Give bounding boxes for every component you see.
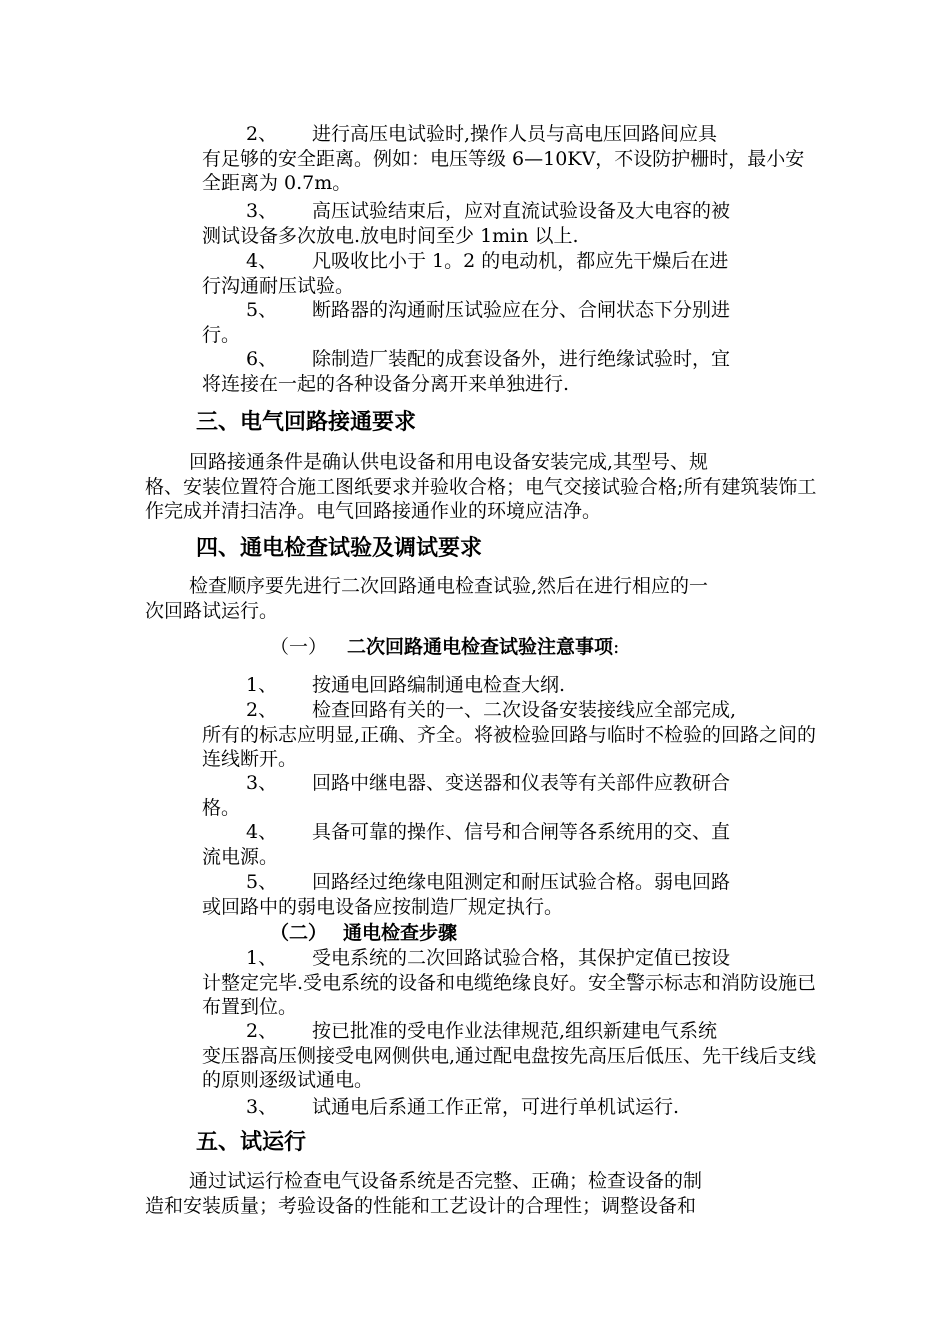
list-item (202, 1019, 820, 1093)
item-text-rest: 行沟通耐压试验。 (202, 274, 355, 297)
item-text-first-line: 检查回路有关的一、二次设备安装接线应全部完成, (312, 699, 737, 721)
list-item (202, 771, 820, 820)
section-heading: 四、通电检查试验及调试要求 (196, 536, 483, 561)
item-text-first-line: 凡吸收比小于 1。2 的电动机，都应先干燥后在进 (312, 250, 729, 272)
item-text-rest: 测试设备多次放电.放电时间至少 1min 以上. (202, 224, 579, 247)
list-item (202, 870, 820, 919)
section-paragraph (145, 450, 820, 524)
paragraph-first-line: 检查顺序要先进行二次回路通电检查试验,然后在进行相应的一 (189, 575, 709, 597)
subsection-heading (270, 920, 457, 946)
paragraph-first-line: 通过试运行检查电气设备系统是否完整、正确；检查设备的制 (189, 1170, 703, 1192)
item-text-rest: 变压器高压侧接受电网侧供电,通过配电盘按先高压后低压、先干线后支线的原则逐级试通电。 (202, 1044, 817, 1091)
subsection-title: 二次回路通电检查试验注意事项 (347, 636, 614, 658)
item-text-first-line: 具备可靠的操作、信号和合闸等各系统用的交、直 (312, 821, 731, 843)
paragraph-rest: 造和安装质量；考验设备的性能和工艺设计的合理性；调整设备和 (145, 1194, 697, 1217)
item-text-rest: 流电源。 (202, 845, 279, 868)
paragraph-first-line: 回路接通条件是确认供电设备和用电设备安装完成,其型号、规 (189, 451, 709, 473)
item-number: 1、 (246, 674, 278, 696)
list-item (202, 122, 820, 196)
list-item (202, 673, 820, 698)
item-text-first-line: 按已批准的受电作业法律规范,组织新建电气系统 (312, 1020, 718, 1042)
list-item (202, 199, 820, 248)
item-text-rest: 有足够的安全距离。例如：电压等级 6—10KV，不设防护栅时，最小安全距离为 0.7m。 (202, 147, 805, 194)
item-text-first-line: 受电系统的二次回路试验合格，其保护定值已按设 (312, 947, 731, 969)
list-item (202, 1095, 820, 1120)
item-text-first-line: 按通电回路编制通电检查大纲. (312, 674, 566, 696)
list-item (202, 820, 820, 869)
item-number: 1、 (246, 947, 278, 969)
item-number: 3、 (246, 200, 278, 222)
item-text-first-line: 高压试验结束后，应对直流试验设备及大电容的被 (312, 200, 731, 222)
item-text-first-line: 除制造厂装配的成套设备外，进行绝缘试验时，宜 (312, 348, 731, 370)
subsection-title: 通电检查步骤 (343, 922, 458, 944)
item-number: 5、 (246, 871, 278, 893)
list-item (202, 249, 820, 298)
subsection-suffix: : (613, 636, 620, 658)
list-item (202, 298, 820, 347)
item-number: 3、 (246, 772, 278, 794)
item-text-rest: 计整定完毕.受电系统的设备和电缆绝缘良好。安全警示标志和消防设施已布置到位。 (202, 971, 817, 1018)
list-item (202, 946, 820, 1020)
section-heading: 三、电气回路接通要求 (196, 410, 417, 435)
item-number: 4、 (246, 821, 278, 843)
item-text-first-line: 回路中继电器、变送器和仪表等有关部件应教研合 (312, 772, 731, 794)
item-text-rest: 将连接在一起的各种设备分离开来单独进行. (202, 372, 570, 395)
list-item (202, 698, 820, 772)
subsection-prefix: （一） (270, 636, 328, 658)
item-text-rest: 所有的标志应明显,正确、齐全。将被检验回路与临时不检验的回路之间的连线断开。 (202, 723, 817, 770)
list-item (202, 347, 820, 396)
item-number: 2、 (246, 1020, 278, 1042)
item-number: 4、 (246, 250, 278, 272)
section-paragraph (145, 574, 820, 623)
item-text-first-line: 断路器的沟通耐压试验应在分、合闸状态下分别进 (312, 299, 731, 321)
item-text-rest: 格。 (202, 796, 241, 819)
item-text-rest: 或回路中的弱电设备应按制造厂规定执行。 (202, 895, 564, 918)
paragraph-rest: 次回路试运行。 (145, 599, 279, 622)
subsection-prefix: （二） (270, 922, 328, 944)
paragraph-rest: 格、安装位置符合施工图纸要求并验收合格；电气交接试验合格;所有建筑装饰工作完成并清扫洁净。电气回路接通作业的环境应洁净。 (145, 475, 817, 522)
subsection-heading (270, 634, 619, 660)
item-text-first-line: 回路经过绝缘电阻测定和耐压试验合格。弱电回路 (312, 871, 731, 893)
item-number: 2、 (246, 699, 278, 721)
item-text-rest: 行。 (202, 323, 241, 346)
section-heading: 五、试运行 (196, 1130, 307, 1155)
item-number: 6、 (246, 348, 278, 370)
item-number: 3、 (246, 1096, 278, 1118)
item-text-first-line: 试通电后系通工作正常，可进行单机试运行. (312, 1096, 680, 1118)
item-text-first-line: 进行高压电试验时,操作人员与高电压回路间应具 (312, 123, 718, 145)
item-number: 2、 (246, 123, 278, 145)
item-number: 5、 (246, 299, 278, 321)
section-paragraph (145, 1169, 820, 1218)
